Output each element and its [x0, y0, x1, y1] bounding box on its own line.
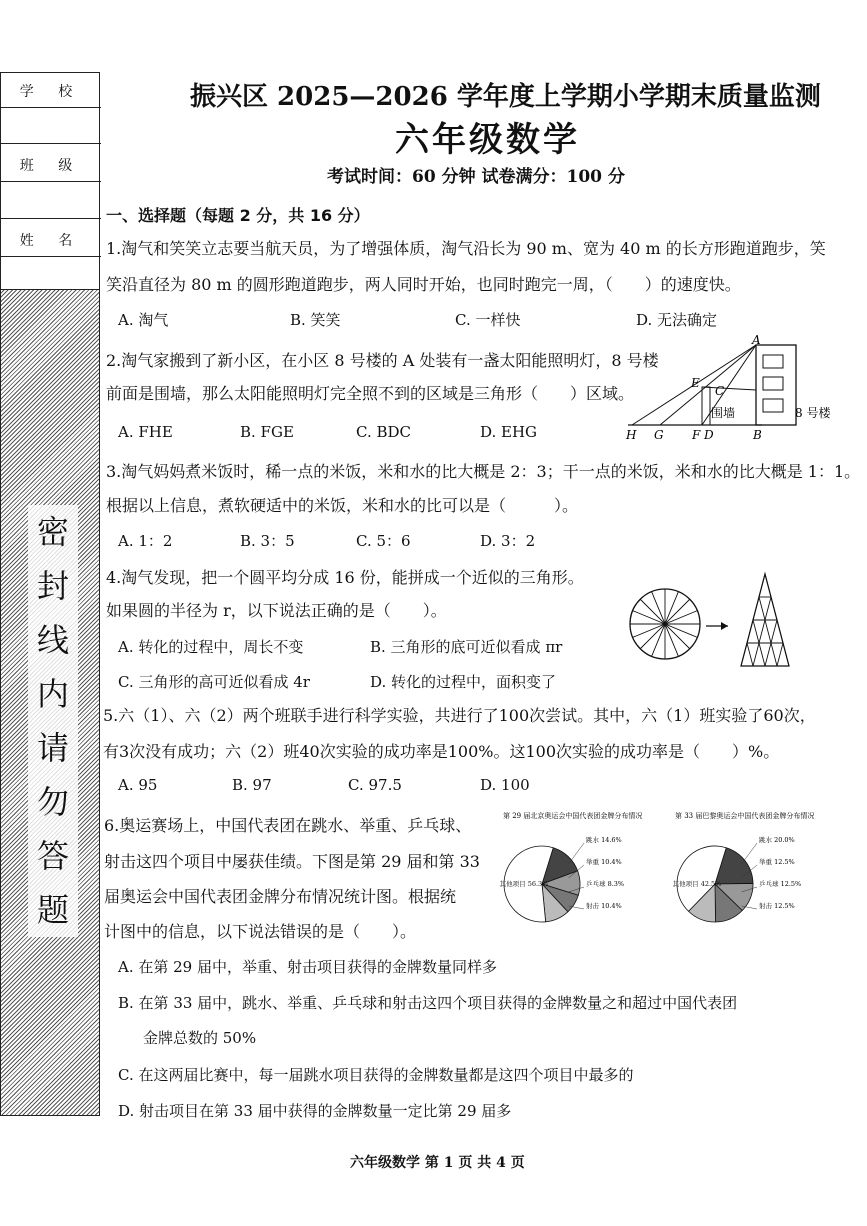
q4-text: 如果圆的半径为 r，以下说法正确的是（ ）。 — [106, 601, 447, 620]
pie-leader-line — [742, 843, 757, 864]
name-line — [1, 256, 101, 257]
seal-char: 线 — [36, 621, 69, 659]
name-label: 姓 名 — [19, 233, 83, 249]
q5-option-c: C. 97.5 — [348, 776, 402, 794]
seal-char: 请 — [36, 729, 69, 767]
q4-text: 4.淘气发现，把一个圆平均分成 16 份，能拼成一个近似的三角形。 — [106, 568, 584, 587]
pie-label: 跳水 14.6% — [586, 836, 622, 844]
q5-text: 5.六（1）、六（2）两个班联手进行科学实验，共进行了100次尝试。其中，六（1）班实验了60次， — [103, 706, 816, 725]
circle-to-triangle-figure — [628, 570, 800, 670]
q6-option-d: D. 射击项目在第 33 届中获得的金牌数量一定比第 29 届多 — [118, 1102, 512, 1120]
page-footer: 六年级数学 第 1 页 共 4 页 — [350, 1155, 525, 1171]
small-triangle — [765, 597, 777, 620]
q1-option-a: A. 淘气 — [118, 311, 169, 329]
q1-option-d: D. 无法确定 — [636, 311, 718, 329]
pie-leader-line — [569, 843, 584, 864]
student-info-box — [0, 72, 100, 290]
seal-char: 答 — [36, 837, 69, 875]
q6-option-b-continued: 金牌总数的 50% — [143, 1029, 257, 1047]
seal-char: 题 — [36, 891, 69, 929]
q6-option-c: C. 在这两届比赛中，每一届跳水项目获得的金牌数量都是这四个项目中最多的 — [118, 1066, 634, 1084]
divider — [1, 218, 101, 219]
q4-option-b: B. 三角形的底可近似看成 πr — [370, 638, 563, 656]
point-h: H — [626, 428, 637, 442]
olympic-pie-charts — [495, 808, 825, 938]
pie-chart-29 — [500, 835, 624, 922]
seal-char: 勿 — [36, 783, 69, 821]
seal-char: 密 — [36, 513, 69, 551]
building-8 — [756, 345, 796, 425]
pie-label: 乒乓球 8.3% — [586, 880, 625, 888]
q2-option-a: A. FHE — [118, 423, 173, 441]
pie-label: 其他项目 56.3% — [499, 880, 549, 888]
point-g: G — [654, 428, 664, 442]
small-triangle — [765, 643, 777, 666]
q3-option-c: C. 5：6 — [356, 532, 411, 550]
q1-text: 1.淘气和笑笑立志要当航天员，为了增强体质，淘气沿长为 90 m、宽为 40 m 的长方形跑道跑步，笑 — [106, 239, 826, 258]
q6-option-b: B. 在第 33 届中，跳水、举重、乒乓球和射击这四个项目获得的金牌数量之和超过中国代表团 — [118, 994, 738, 1012]
pie-chart-33 — [673, 835, 802, 922]
point-f: F — [692, 428, 701, 442]
q2-option-d: D. EHG — [480, 423, 538, 441]
seal-char: 内 — [36, 675, 69, 713]
point-d: D — [704, 428, 714, 442]
pie-label: 跳水 20.0% — [759, 836, 795, 844]
q3-text: 根据以上信息，煮软硬适中的米饭，米和水的比可以是（ ）。 — [106, 496, 579, 515]
q2-text: 2.淘气家搬到了新小区，在小区 8 号楼的 A 处装有一盏太阳能照明灯，8 号楼 — [106, 351, 659, 370]
q5-option-d: D. 100 — [480, 776, 530, 794]
pie-29-title: 第 29 届北京奥运会中国代表团金牌分布情况 — [503, 812, 643, 820]
exam-title: 振兴区 2025—2026 学年度上学期小学期末质量监测 — [190, 82, 821, 112]
q3-option-d: D. 3：2 — [480, 532, 536, 550]
small-triangle — [759, 620, 771, 643]
q6-text: 6.奥运赛场上，中国代表团在跳水、举重、乒乓球、 — [104, 816, 472, 835]
small-triangle — [741, 643, 753, 666]
small-triangle — [753, 643, 765, 666]
q3-text: 3.淘气妈妈煮米饭时，稀一点的米饭，米和水的比大概是 2：3；干一点的米饭，米和水的比大概是 1：1。 — [106, 462, 861, 481]
pie-label: 射击 12.5% — [759, 902, 795, 910]
seal-char: 封 — [36, 567, 69, 605]
exam-meta: 考试时间：60 分钟 试卷满分：100 分 — [327, 167, 625, 187]
pie-label: 其他项目 42.5% — [672, 880, 722, 888]
divider — [1, 143, 101, 144]
subject-title: 六年级数学 — [395, 120, 580, 160]
q2-option-c: C. BDC — [356, 423, 412, 441]
small-triangle — [771, 620, 783, 643]
small-triangle — [777, 643, 789, 666]
point-a: A — [752, 335, 761, 347]
q5-option-b: B. 97 — [232, 776, 272, 794]
q6-text: 射击这四个项目中屡获佳绩。下图是第 29 届和第 33 — [104, 852, 480, 871]
point-c: C — [715, 384, 725, 398]
school-label: 学 校 — [19, 84, 83, 100]
wall-label: 围墙 — [711, 406, 736, 420]
q2-option-b: B. FGE — [240, 423, 294, 441]
small-triangle — [753, 597, 765, 620]
point-b: B — [753, 428, 762, 442]
q1-option-c: C. 一样快 — [455, 311, 521, 329]
q1-option-b: B. 笑笑 — [290, 311, 341, 329]
seal-notice — [28, 505, 78, 937]
q3-option-a: A. 1：2 — [118, 532, 173, 550]
q4-option-d: D. 转化的过程中，面积变了 — [370, 673, 557, 691]
q6-text: 计图中的信息，以下说法错误的是（ ）。 — [104, 922, 417, 941]
pie-label: 举重 12.5% — [759, 858, 795, 866]
q6-option-a: A. 在第 29 届中，举重、射击项目获得的金牌数量同样多 — [118, 958, 497, 976]
q5-option-a: A. 95 — [118, 776, 158, 794]
q3-option-b: B. 3：5 — [240, 532, 295, 550]
divided-circle — [630, 589, 700, 659]
q2-text: 前面是围墙，那么太阳能照明灯完全照不到的区域是三角形（ ）区域。 — [106, 384, 635, 403]
class-line — [1, 181, 101, 182]
building-light-diagram — [620, 335, 840, 445]
pie-33-title: 第 33 届巴黎奥运会中国代表团金牌分布情况 — [675, 812, 815, 820]
point-e: E — [691, 376, 700, 390]
q1-text: 笑沿直径为 80 m 的圆形跑道跑步，两人同时开始，也同时跑完一周，（ ）的速度快。 — [106, 275, 741, 294]
arrow-head-icon — [721, 622, 728, 630]
q4-option-a: A. 转化的过程中，周长不变 — [118, 638, 304, 656]
section-heading: 一、选择题（每题 2 分，共 16 分） — [106, 206, 370, 225]
class-label: 班 级 — [19, 158, 83, 174]
small-triangle — [759, 574, 771, 597]
q4-option-c: C. 三角形的高可近似看成 4r — [118, 673, 310, 691]
q5-text: 有3次没有成功；六（2）班40次实验的成功率是100%。这100次实验的成功率是（ ）%。 — [103, 742, 780, 761]
pie-label: 射击 10.4% — [586, 902, 622, 910]
building-label: 8 号楼 — [795, 406, 831, 420]
small-triangle — [747, 620, 759, 643]
q6-text: 届奥运会中国代表团金牌分布情况统计图。根据统 — [104, 887, 457, 906]
pie-label: 乒乓球 12.5% — [759, 880, 802, 888]
rearranged-triangle — [741, 574, 789, 666]
pie-label: 举重 10.4% — [586, 858, 622, 866]
school-line — [1, 107, 101, 108]
